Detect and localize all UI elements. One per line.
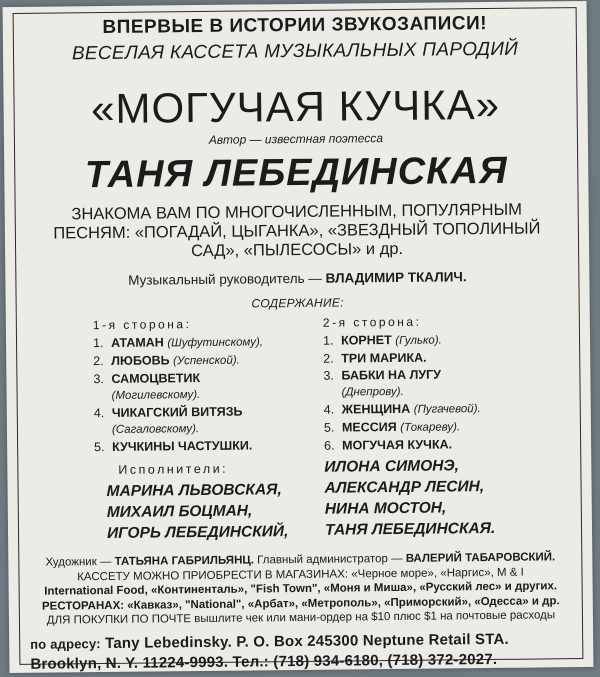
newspaper-clipping: [3, 1, 594, 673]
performers-right: [324, 455, 495, 541]
track-item: 3. САМОЦВЕТИК (Могилевскому).: [93, 371, 201, 402]
performer-name: НИНА МОСТОН,: [324, 499, 447, 518]
phone-numbers: (718) 934-6180, (718) 372-2027.: [273, 650, 498, 671]
track-item: 4. ЖЕНЩИНА (Пугачевой).: [323, 401, 481, 417]
stores-line: КАССЕТУ МОЖНО ПРИОБРЕСТИ В МАГАЗИНАХ: «Черное море», «Наргис», M & I: [77, 566, 524, 583]
track-item: 1. АТАМАН (Шуфутинскому),: [92, 335, 264, 351]
performer-name: МАРИНА ЛЬВОВСКАЯ,: [106, 481, 282, 501]
credits-line: Художник — ТАТЬЯНА ГАБРИЛЬЯНЦ. Главный администратор — ВАЛЕРИЙ ТАБАРОВСКИЙ.: [45, 551, 556, 569]
track-item: 1. КОРНЕТ (Гулько).: [322, 333, 442, 348]
address-line-2: [30, 651, 497, 673]
headline-cassette: ВЕСЕЛАЯ КАССЕТА МУЗЫКАЛЬНЫХ ПАРОДИЙ: [71, 38, 519, 65]
ad-frame: [13, 7, 584, 673]
author-note: Автор — известная поэтесса: [208, 131, 384, 147]
track-item: 5. КУЧКИНЫ ЧАСТУШКИ.: [94, 438, 253, 455]
contents-heading: СОДЕРЖАНИЕ:: [251, 295, 344, 311]
performer-name: ИЛОНА СИМОНЭ,: [324, 457, 459, 476]
stores-line-2: International Food, «Континенталь», "Fish Town", «Моня и Миша», «Русский лес» и других.: [44, 580, 558, 598]
intro-line: ЗНАКОМА ВАМ ПО МНОГОЧИСЛЕННЫМ, ПОПУЛЯРНЫМ: [71, 200, 522, 224]
mail-order-line: ДЛЯ ПОКУПКИ ПО ПОЧТЕ вышлите чек или мани-ордер на $10 плюс $1 на почтовые расходы: [46, 609, 556, 627]
address-line-1: [30, 631, 509, 653]
intro-text: [16, 200, 579, 263]
track-item: 5. МЕССИЯ (Токареву).: [323, 419, 461, 435]
track-item: 4. ЧИКАГСКИЙ ВИТЯЗЬ (Сагаловскому).: [93, 404, 243, 436]
restaurants-line: РЕСТОРАНАХ: «Кавказ», "National", «Арбат», «Метрополь», «Приморский», «Одесса» и др.: [41, 594, 560, 613]
side2-tracklist: [323, 331, 481, 455]
track-item: 3. БАБКИ НА ЛУГУ (Днепрову).: [323, 367, 442, 399]
music-director-line: [16, 268, 578, 289]
music-director-name: ВЛАДИМИР ТКАЛИЧ.: [325, 269, 467, 286]
headline-first-time: ВПЕРВЫЕ В ИСТОРИИ ЗВУКОЗАПИСИ!: [102, 13, 488, 39]
intro-line: САД», «ПЫЛЕСОСЫ» и др.: [191, 239, 404, 261]
address-label: по адресу:: [30, 636, 101, 652]
track-item: 6. МОГУЧАЯ КУЧКА.: [324, 437, 453, 453]
intro-line: ПЕСНЯМ: «ПОГАДАЙ, ЦЫГАНКА», «ЗВЕЗДНЫЙ ТОПОЛИНЫЙ: [53, 219, 541, 243]
performer-name: ТАНЯ ЛЕБЕДИНСКАЯ.: [324, 519, 496, 539]
side1-heading: 1-я сторона:: [92, 317, 192, 333]
address-street: Tany Lebedinsky. P. O. Box 245300 Neptune Retail STA.: [105, 630, 509, 653]
author-name: ТАНЯ ЛЕБЕДИНСКАЯ: [84, 149, 508, 197]
track-item: 2. ЛЮБОВЬ (Успенской).: [93, 353, 240, 369]
side2-heading: 2-я сторона:: [322, 314, 422, 330]
performer-name: МИХАИЛ БОЦМАН,: [106, 502, 253, 522]
performers-left: [106, 479, 288, 544]
address-city: Brooklyn, N. Y. 11224-9993.: [30, 653, 229, 673]
credits-block: [29, 550, 572, 628]
music-director-label: Музыкальный руководитель —: [128, 270, 322, 288]
phone-label: Тел.:: [232, 653, 270, 671]
performer-name: АЛЕКСАНДР ЛЕСИН,: [324, 478, 485, 497]
cassette-title: «МОГУЧАЯ КУЧКА»: [90, 80, 501, 133]
track-item: 2. ТРИ МАРИКА.: [323, 350, 427, 366]
side1-tracklist: [93, 333, 264, 456]
performer-name: ИГОРЬ ЛЕБЕДИНСКИЙ,: [106, 523, 289, 543]
performers-heading: Исполнители:: [118, 461, 229, 477]
